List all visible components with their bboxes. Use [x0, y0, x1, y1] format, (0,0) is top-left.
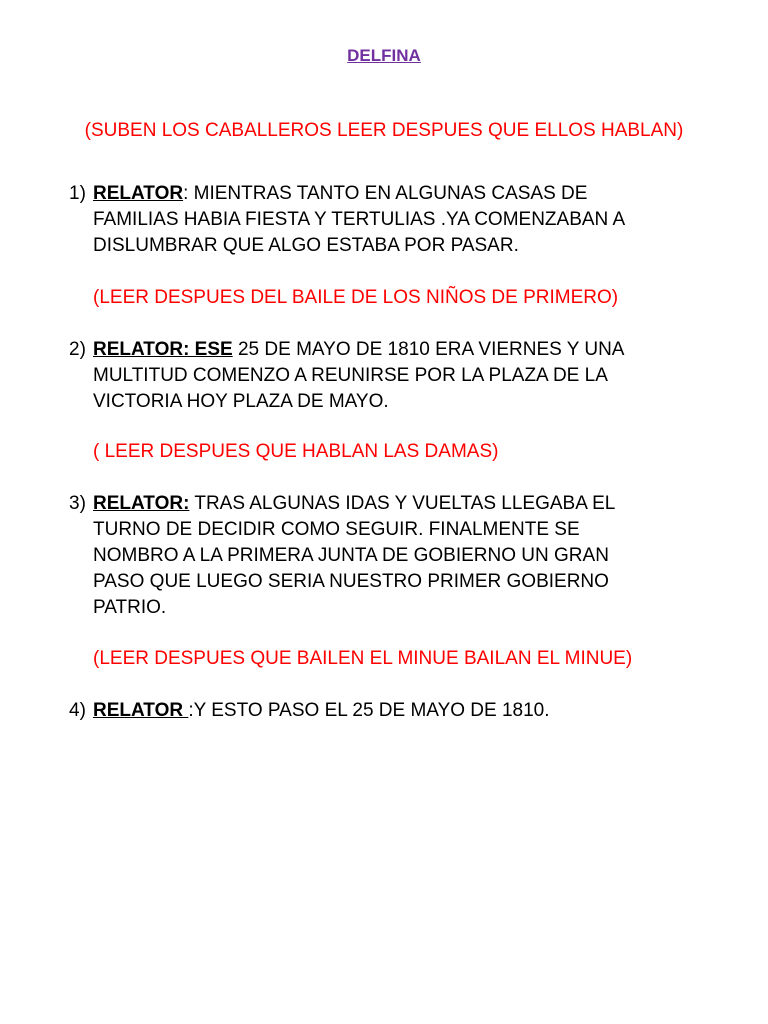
item-line: MULTITUD COMENZO A REUNIRSE POR LA PLAZA DE LA	[93, 365, 608, 386]
stage-direction-1: (LEER DESPUES DEL BAILE DE LOS NIÑOS DE PRIMERO)	[93, 287, 619, 308]
relator-label: RELATOR: ESE	[93, 339, 233, 360]
document-title: DELFINA	[347, 46, 421, 65]
item-line: PASO QUE LUEGO SERIA NUESTRO PRIMER GOBIERNO	[93, 571, 609, 592]
item-number: 3)	[69, 493, 86, 514]
item-text: : MIENTRAS TANTO EN ALGUNAS CASAS DE	[183, 183, 588, 204]
item-line: FAMILIAS HABIA FIESTA Y TERTULIAS .YA COMENZABAN A	[93, 209, 626, 230]
item-line	[93, 181, 709, 207]
item-number: 4)	[69, 700, 86, 721]
relator-label: RELATOR:	[93, 493, 190, 514]
relator-label: RELATOR	[93, 183, 184, 204]
item-line: TURNO DE DECIDIR COMO SEGUIR. FINALMENTE SE	[93, 519, 580, 540]
item-line: NOMBRO A LA PRIMERA JUNTA DE GOBIERNO UN GRAN	[93, 545, 609, 566]
item-line: PATRIO.	[93, 597, 167, 618]
relator-label: RELATOR	[93, 700, 189, 721]
list-item-4	[69, 698, 709, 724]
item-line: DISLUMBRAR QUE ALGO ESTABA POR PASAR.	[93, 235, 519, 256]
item-line	[93, 698, 709, 724]
list-item-3	[69, 491, 709, 621]
item-body	[93, 181, 709, 259]
item-text: TRAS ALGUNAS IDAS Y VUELTAS LLEGABA EL	[189, 493, 616, 514]
item-line	[93, 491, 709, 517]
stage-direction-top: (SUBEN LOS CABALLEROS LEER DESPUES QUE ELLOS HABLAN)	[84, 120, 684, 141]
item-body	[93, 491, 709, 621]
list-item-2	[69, 337, 709, 415]
stage-direction-2: ( LEER DESPUES QUE HABLAN LAS DAMAS)	[93, 441, 499, 462]
stage-direction-3: (LEER DESPUES QUE BAILEN EL MINUE BAILAN EL MINUE)	[93, 648, 633, 669]
item-text: 25 DE MAYO DE 1810 ERA VIERNES Y UNA	[232, 339, 625, 360]
item-line: VICTORIA HOY PLAZA DE MAYO.	[93, 391, 389, 412]
item-body	[93, 698, 709, 724]
item-text: :Y ESTO PASO EL 25 DE MAYO DE 1810.	[188, 700, 550, 721]
item-body	[93, 337, 709, 415]
list-item-1	[69, 181, 709, 259]
item-number: 1)	[69, 183, 86, 204]
item-number: 2)	[69, 339, 86, 360]
item-line	[93, 337, 709, 363]
